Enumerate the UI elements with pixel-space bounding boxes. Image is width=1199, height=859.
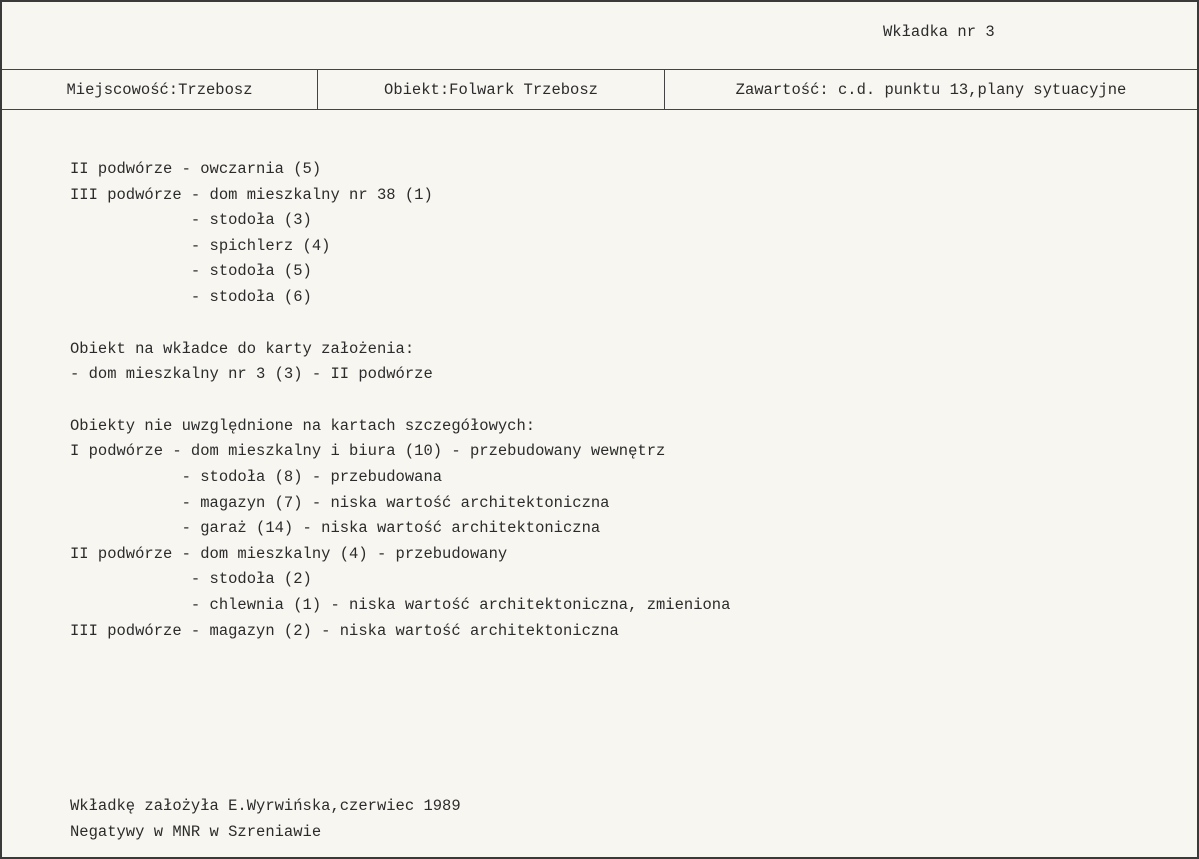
text-line: - spichlerz (4) — [70, 236, 331, 255]
locality-field: Miejscowość:Trzebosz — [2, 70, 318, 109]
object-field: Obiekt:Folwark Trzebosz — [318, 70, 665, 109]
author-note: Wkładkę założyła E.Wyrwińska,czerwiec 1989 — [70, 797, 461, 815]
text-line: III podwórze - dom mieszkalny nr 38 (1) — [70, 185, 433, 204]
footer-notes — [70, 794, 461, 845]
text-line: II podwórze - owczarnia (5) — [70, 160, 322, 178]
header-row — [2, 69, 1197, 110]
text-line: I podwórze - dom mieszkalny i biura (10) - przebudowany wewnętrz — [70, 442, 666, 461]
text-line: - stodoła (6) — [70, 287, 312, 306]
paragraph-gap — [70, 311, 730, 337]
text-line: - stodoła (2) — [70, 570, 312, 589]
contents-field: Zawartość: c.d. punktu 13,plany sytuacyjne — [735, 80, 1127, 99]
body-text — [70, 157, 730, 644]
insert-number-label: Wkładka nr 3 — [883, 23, 995, 41]
text-line: Obiekt na wkładce do karty założenia: — [70, 339, 415, 358]
text-line: - garaż (14) - niska wartość architektoniczna — [70, 519, 601, 538]
text-line: Obiekty nie uwzględnione na kartach szczegółowych: — [70, 416, 536, 435]
text-line: - stodoła (3) — [70, 211, 312, 230]
negatives-note: Negatywy w MNR w Szreniawie — [70, 822, 322, 841]
text-line: - dom mieszkalny nr 3 (3) - II podwórze — [70, 365, 433, 384]
text-line: - stodoła (8) - przebudowana — [70, 467, 443, 486]
text-line: - stodoła (5) — [70, 262, 312, 281]
paragraph-gap — [70, 388, 730, 414]
text-line: III podwórze - magazyn (2) - niska wartość architektoniczna — [70, 621, 619, 640]
text-line: - chlewnia (1) - niska wartość architektoniczna, zmieniona — [70, 595, 731, 614]
text-line: II podwórze - dom mieszkalny (4) - przebudowany — [70, 544, 508, 563]
text-line: - magazyn (7) - niska wartość architektoniczna — [70, 493, 610, 512]
